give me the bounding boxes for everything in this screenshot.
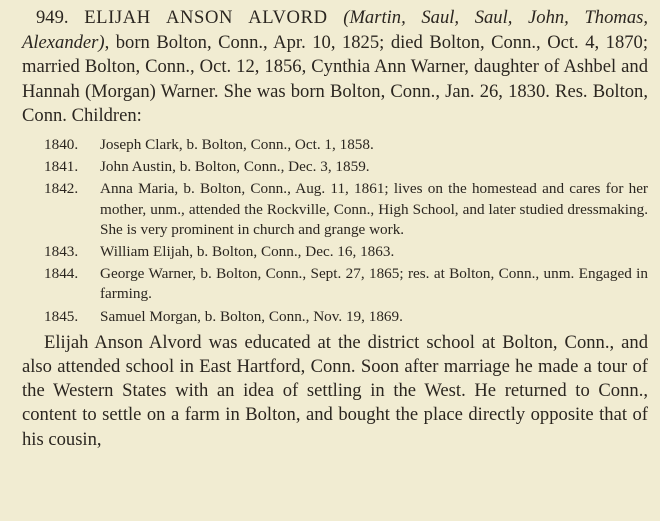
list-item [44,135,648,155]
child-number: 1844. [44,265,79,283]
biography-paragraph: Elijah Anson Alvord was educated at the district school at Bolton, Conn., and also attended school in East Hartford, Conn. Soon after marriage he made a tour of the Western States with an idea of settling in the West. He returned to Conn., content to settle on a farm in Bolton, and bought the place directly opposite that of his cousin, [22,331,648,450]
entry-name: ELIJAH ANSON ALVORD [84,7,328,28]
entry-lineage: (Martin, Saul, Saul, John, Thomas, Alexander) [22,7,648,53]
child-number: 1845. [44,307,79,325]
entry-number: 949. [36,7,69,28]
child-text: John Austin, b. Bolton, Conn., Dec. 3, 1859. [100,158,370,176]
child-number: 1842. [44,180,79,198]
entry-details: , born Bolton, Conn., Apr. 10, 1825; died Bolton, Conn., Oct. 4, 1870; married Bolton, Conn., Oct. 12, 1856, Cynthia Ann Warner, daughter of Ashbel and Hannah (Morgan) Warner. She was born Bolton, Conn., Jan. 26, 1830. Res. Bolton, Conn. Children: [22,31,648,127]
list-item [44,157,648,177]
child-text: Samuel Morgan, b. Bolton, Conn., Nov. 19, 1869. [100,307,403,325]
list-item [44,179,648,240]
list-item [44,242,648,262]
child-text: Anna Maria, b. Bolton, Conn., Aug. 11, 1861; lives on the homestead and cares for her mother, unm., attended the Rockville, Conn., High School, and later studied dressmaking. She is very prominent in church and grange work. [100,180,648,238]
list-item [44,307,648,327]
child-number: 1840. [44,135,79,153]
child-text: George Warner, b. Bolton, Conn., Sept. 27, 1865; res. at Bolton, Conn., unm. Engaged in farming. [100,265,648,303]
entry-heading [22,6,648,129]
list-item [44,264,648,304]
child-text: William Elijah, b. Bolton, Conn., Dec. 16, 1863. [100,242,395,260]
child-number: 1843. [44,242,79,260]
children-list [22,135,648,327]
child-number: 1841. [44,158,79,176]
child-text: Joseph Clark, b. Bolton, Conn., Oct. 1, 1858. [100,135,374,153]
